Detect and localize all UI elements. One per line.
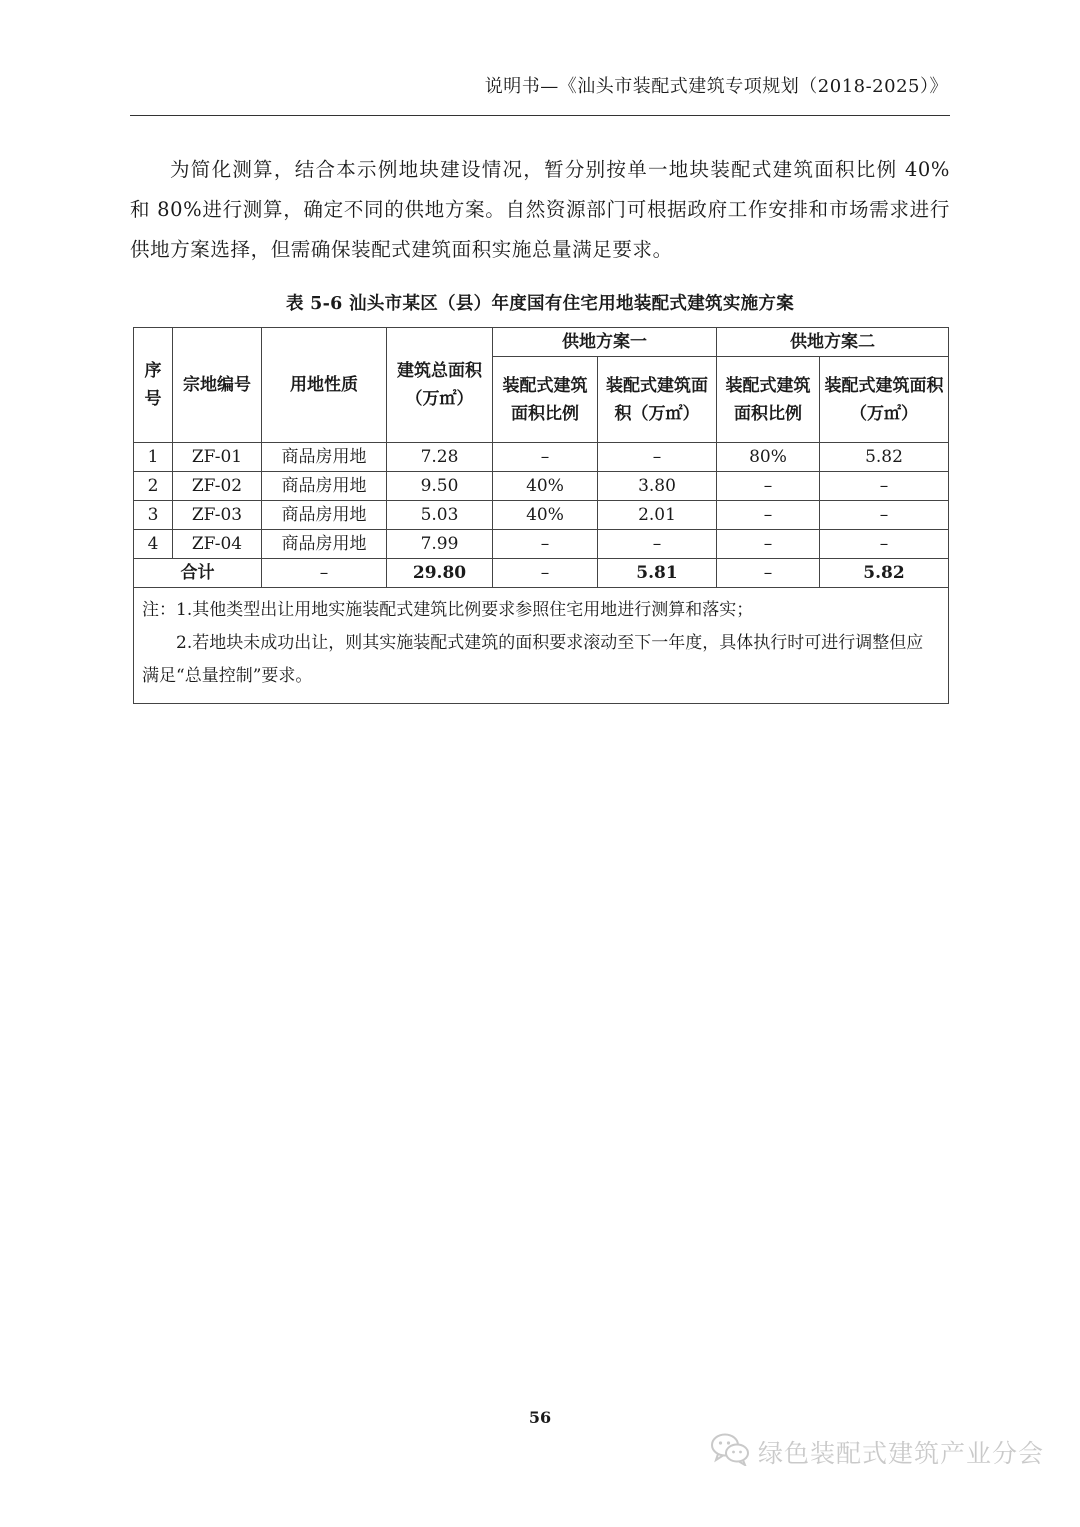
header-plan-two: 供地方案二 xyxy=(717,328,949,357)
cell-total-area: 9.50 xyxy=(387,472,493,501)
page-number: 56 xyxy=(528,1408,552,1427)
cell-plan-one-area: 2.01 xyxy=(598,501,717,530)
cell-plan-one-area: – xyxy=(598,443,717,472)
cell-plan-two-area: – xyxy=(820,472,949,501)
header-land-use: 用地性质 xyxy=(262,328,387,443)
cell-plan-two-ratio: – xyxy=(717,501,820,530)
header-seq: 序号 xyxy=(134,328,173,443)
header-divider xyxy=(130,115,950,116)
implementation-plan-table xyxy=(133,327,949,704)
total-label: 合计 xyxy=(134,559,262,588)
cell-land-use: 商品房用地 xyxy=(262,530,387,559)
cell-plan-one-ratio: 40% xyxy=(493,501,598,530)
total-plan-one-area: 5.81 xyxy=(598,559,717,588)
cell-plan-two-area: – xyxy=(820,501,949,530)
cell-land-use: 商品房用地 xyxy=(262,501,387,530)
total-plan-two-area: 5.82 xyxy=(820,559,949,588)
watermark xyxy=(710,1432,1044,1472)
wechat-icon xyxy=(710,1432,750,1472)
total-area-sum: 29.80 xyxy=(387,559,493,588)
note-one: 注：1.其他类型出让用地实施装配式建筑比例要求参照住宅用地进行测算和落实； xyxy=(142,600,754,620)
header-plan-one-area: 装配式建筑面积（万㎡） xyxy=(598,357,717,443)
body-paragraph: 为简化测算，结合本示例地块建设情况，暂分别按单一地块装配式建筑面积比例 40% 和 80%进行测算，确定不同的供地方案。自然资源部门可根据政府工作安排和市场需求进行供地方案选择，但需确保装配式建筑面积实施总量满足要求。 xyxy=(130,158,950,261)
table-notes xyxy=(134,588,949,704)
table-row xyxy=(134,472,949,501)
notes-cell xyxy=(134,588,949,704)
watermark-text: 绿色装配式建筑产业分会 xyxy=(757,1439,1044,1468)
total-plan-two-ratio: – xyxy=(717,559,820,588)
cell-parcel: ZF-03 xyxy=(173,501,262,530)
cell-seq: 4 xyxy=(134,530,173,559)
cell-land-use: 商品房用地 xyxy=(262,472,387,501)
cell-total-area: 7.99 xyxy=(387,530,493,559)
table-caption: 表 5-6 汕头市某区（县）年度国有住宅用地装配式建筑实施方案 xyxy=(285,294,795,314)
cell-plan-two-ratio: – xyxy=(717,472,820,501)
cell-land-use: 商品房用地 xyxy=(262,443,387,472)
cell-parcel: ZF-01 xyxy=(173,443,262,472)
total-row xyxy=(134,559,949,588)
header-parcel: 宗地编号 xyxy=(173,328,262,443)
running-header: 说明书—《汕头市装配式建筑专项规划（2018-2025）》 xyxy=(484,76,948,97)
cell-total-area: 5.03 xyxy=(387,501,493,530)
cell-total-area: 7.28 xyxy=(387,443,493,472)
cell-plan-two-ratio: – xyxy=(717,530,820,559)
note-two: 2.若地块未成功出让，则其实施装配式建筑的面积要求滚动至下一年度，具体执行时可进行调整但应满足“总量控制”要求。 xyxy=(142,633,924,686)
header-total-area: 建筑总面积（万㎡） xyxy=(387,328,493,443)
cell-seq: 2 xyxy=(134,472,173,501)
header-plan-two-area: 装配式建筑面积（万㎡） xyxy=(820,357,949,443)
table-row xyxy=(134,501,949,530)
cell-plan-one-area: – xyxy=(598,530,717,559)
header-plan-two-ratio: 装配式建筑面积比例 xyxy=(717,357,820,443)
cell-parcel: ZF-02 xyxy=(173,472,262,501)
cell-plan-one-ratio: – xyxy=(493,530,598,559)
header-plan-one: 供地方案一 xyxy=(493,328,717,357)
cell-plan-two-ratio: 80% xyxy=(717,443,820,472)
cell-plan-two-area: – xyxy=(820,530,949,559)
cell-parcel: ZF-04 xyxy=(173,530,262,559)
cell-seq: 3 xyxy=(134,501,173,530)
cell-plan-one-ratio: 40% xyxy=(493,472,598,501)
cell-plan-one-ratio: – xyxy=(493,443,598,472)
total-land-use: – xyxy=(262,559,387,588)
cell-plan-two-area: 5.82 xyxy=(820,443,949,472)
cell-seq: 1 xyxy=(134,443,173,472)
table-row xyxy=(134,443,949,472)
header-plan-one-ratio: 装配式建筑面积比例 xyxy=(493,357,598,443)
cell-plan-one-area: 3.80 xyxy=(598,472,717,501)
table-row xyxy=(134,530,949,559)
total-plan-one-ratio: – xyxy=(493,559,598,588)
